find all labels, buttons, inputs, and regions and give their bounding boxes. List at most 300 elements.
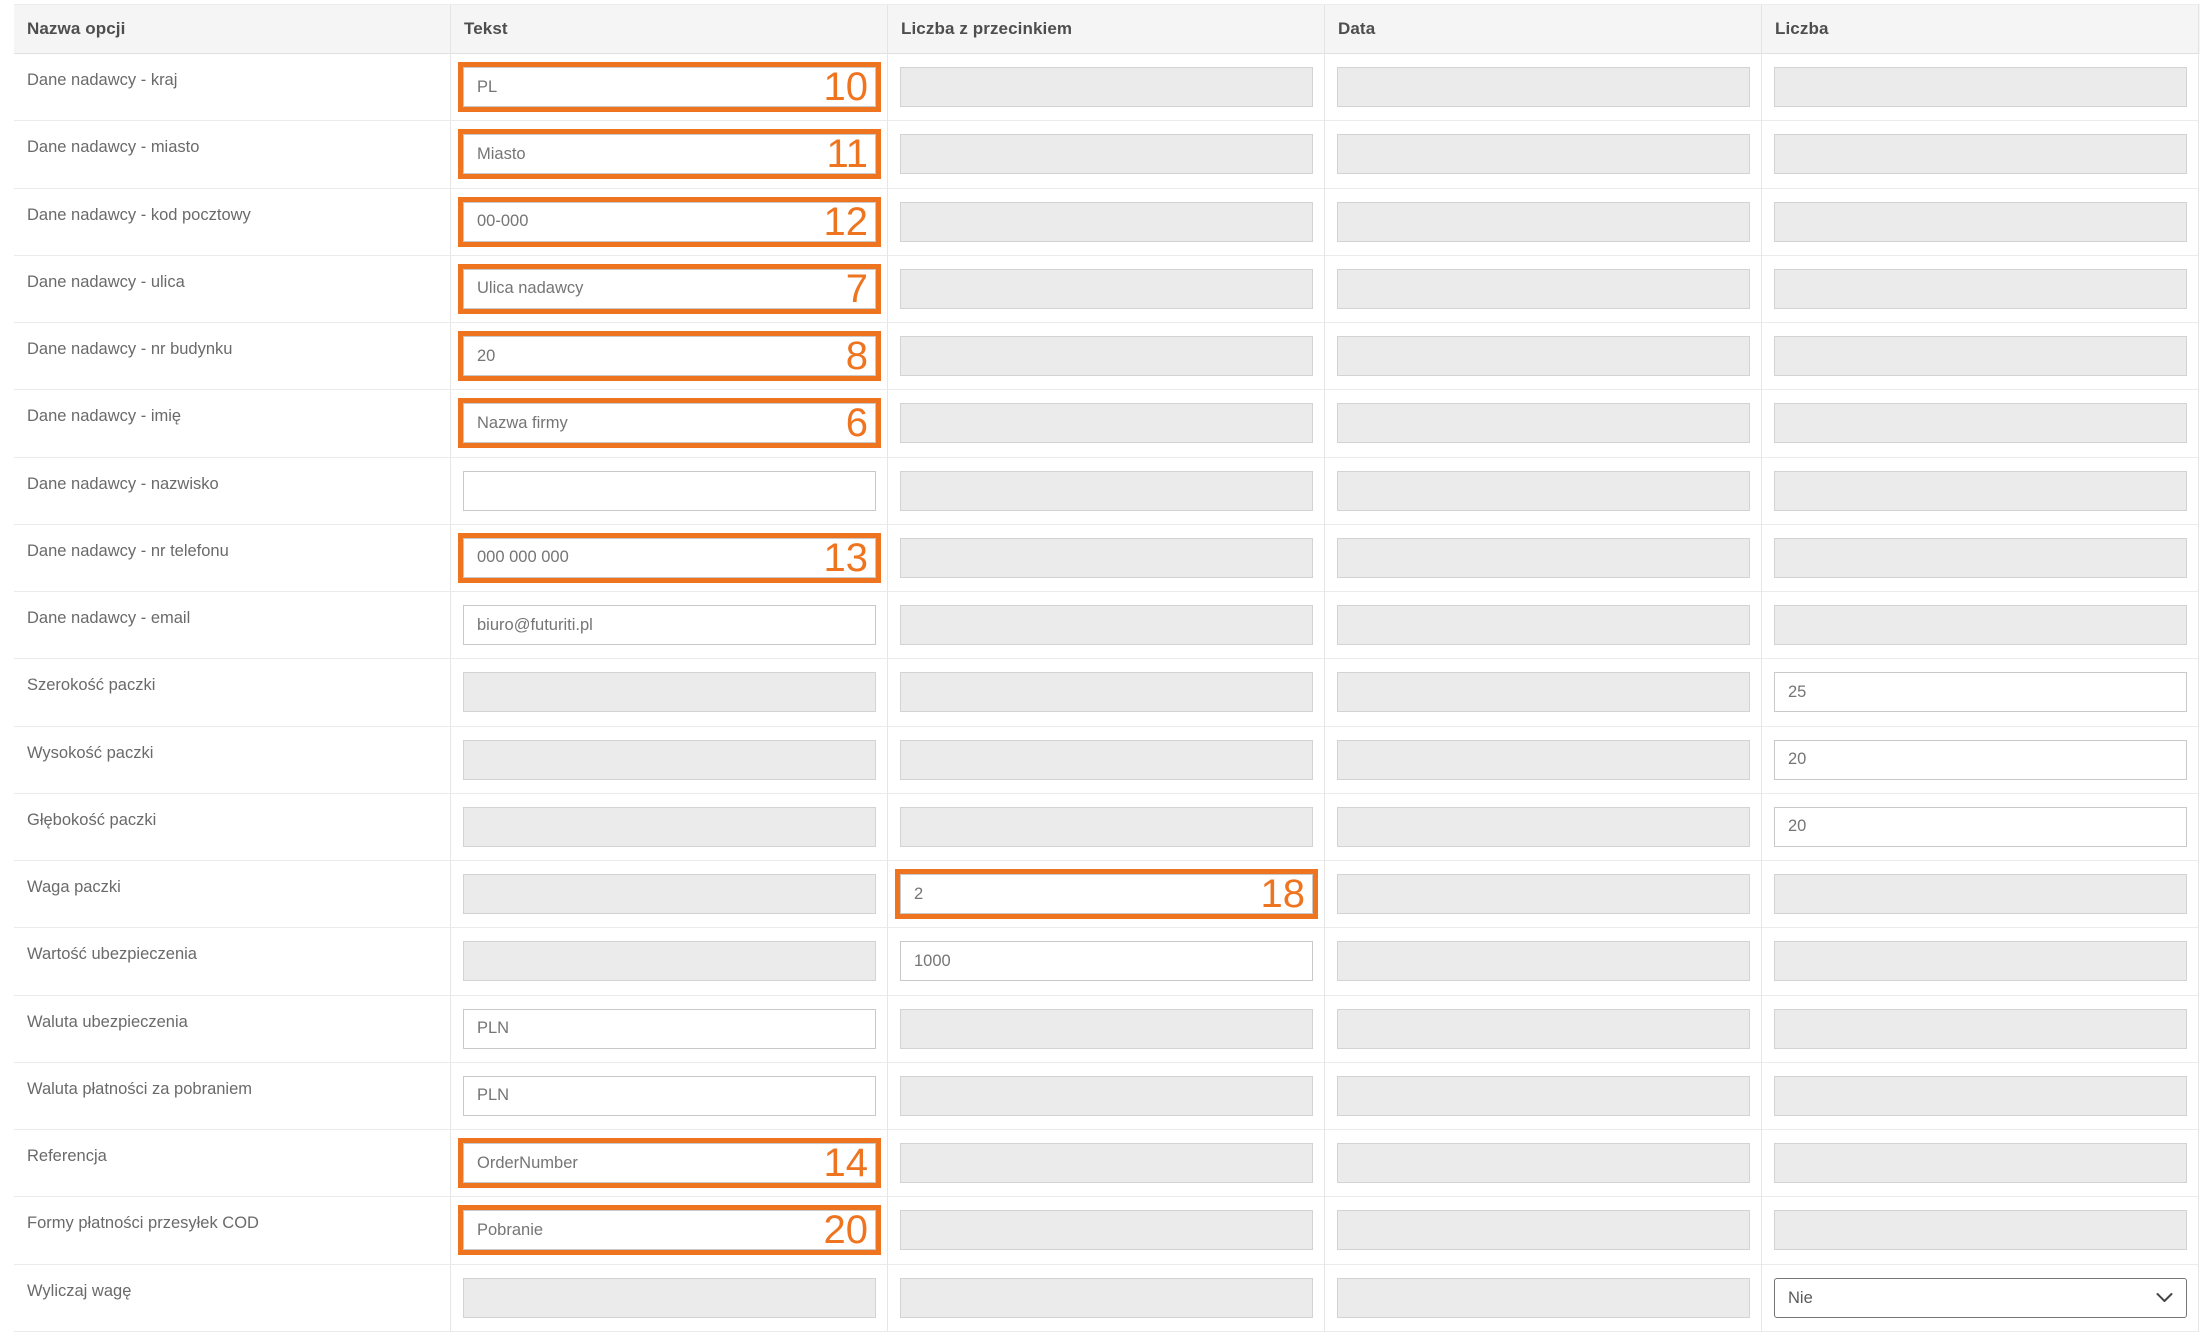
liczba-z-przecinkiem-input [900,403,1313,443]
table-row [14,54,2200,121]
table-header [14,5,2200,54]
tekst-cell [451,525,888,592]
liczba-input [1774,269,2187,309]
tekst-cell [451,727,888,794]
liczba-input[interactable] [1774,807,2187,847]
option-label: Dane nadawcy - nr telefonu [27,541,229,560]
liczba-z-przecinkiem-field-wrap [900,269,1313,309]
data-field-wrap [1337,1210,1750,1250]
liczba-z-przecinkiem-cell [888,256,1325,323]
liczba-z-przecinkiem-cell [888,121,1325,188]
liczba-z-przecinkiem-field-wrap [900,1143,1313,1183]
option-name-cell [14,1063,451,1130]
option-label: Dane nadawcy - miasto [27,138,200,157]
tekst-input[interactable] [463,1208,876,1253]
data-cell [1325,928,1762,995]
liczba-z-przecinkiem-field-wrap [900,336,1313,376]
tekst-input[interactable] [463,334,876,379]
option-label: Dane nadawcy - ulica [27,272,185,291]
liczba-cell [1762,996,2199,1063]
data-field-wrap [1337,134,1750,174]
som-marker-number: 20 [823,1208,868,1253]
tekst-field-wrap [463,535,876,580]
liczba-field-wrap [1774,605,2187,645]
liczba-input [1774,1143,2187,1183]
tekst-cell [451,1130,888,1197]
tekst-cell [451,996,888,1063]
data-cell [1325,727,1762,794]
table-row [14,928,2200,995]
liczba-input [1774,1210,2187,1250]
tekst-cell [451,323,888,390]
liczba-field-wrap [1774,134,2187,174]
option-name-cell [14,189,451,256]
option-name-cell [14,1197,451,1264]
data-input [1337,269,1750,309]
liczba-field-wrap [1774,1210,2187,1250]
data-input [1337,605,1750,645]
liczba-z-przecinkiem-field-wrap [900,134,1313,174]
liczba-cell [1762,1265,2199,1332]
liczba-z-przecinkiem-field-wrap [900,1009,1313,1049]
tekst-field-wrap [463,941,876,981]
option-label: Waluta ubezpieczenia [27,1012,188,1031]
data-field-wrap [1337,336,1750,376]
table-row [14,592,2200,659]
liczba-field-wrap [1774,941,2187,981]
table-row [14,458,2200,525]
table-row [14,727,2200,794]
tekst-field-wrap [463,1141,876,1186]
column-header-data: Data [1325,5,1762,54]
data-cell [1325,1197,1762,1264]
liczba-z-przecinkiem-input[interactable] [900,872,1313,917]
liczba-z-przecinkiem-input [900,336,1313,376]
liczba-cell [1762,794,2199,861]
table-row [14,794,2200,861]
liczba-field-wrap [1774,403,2187,443]
tekst-input [463,1278,876,1318]
data-cell [1325,1265,1762,1332]
data-input [1337,1009,1750,1049]
data-field-wrap [1337,1009,1750,1049]
data-cell [1325,525,1762,592]
tekst-field-wrap [463,874,876,914]
liczba-z-przecinkiem-cell [888,525,1325,592]
data-field-wrap [1337,403,1750,443]
tekst-field-wrap [463,471,876,511]
data-input [1337,471,1750,511]
liczba-z-przecinkiem-field-wrap [900,740,1313,780]
liczba-cell [1762,390,2199,457]
option-name-cell [14,996,451,1063]
liczba-field-wrap [1774,1278,2187,1318]
liczba-z-przecinkiem-field-wrap [900,807,1313,847]
tekst-field-wrap [463,266,876,311]
liczba-cell [1762,861,2199,928]
data-field-wrap [1337,67,1750,107]
tekst-field-wrap [463,334,876,379]
som-marker-number: 7 [845,266,868,311]
liczba-z-przecinkiem-cell [888,592,1325,659]
liczba-z-przecinkiem-field-wrap [900,202,1313,242]
option-name-cell [14,54,451,121]
liczba-z-przecinkiem-field-wrap [900,1278,1313,1318]
tekst-cell [451,592,888,659]
data-cell [1325,592,1762,659]
liczba-field-wrap [1774,1143,2187,1183]
option-label: Referencja [27,1147,107,1165]
liczba-z-przecinkiem-field-wrap [900,1076,1313,1116]
table-row [14,525,2200,592]
data-input [1337,874,1750,914]
liczba-cell [1762,189,2199,256]
tekst-cell [451,861,888,928]
liczba-z-przecinkiem-field-wrap [900,67,1313,107]
liczba-z-przecinkiem-input [900,1009,1313,1049]
liczba-input [1774,941,2187,981]
option-name-cell [14,727,451,794]
liczba-cell [1762,323,2199,390]
liczba-cell [1762,1197,2199,1264]
tekst-field-wrap [463,672,876,712]
liczba-z-przecinkiem-input [900,1278,1313,1318]
data-field-wrap [1337,672,1750,712]
liczba-z-przecinkiem-input [900,672,1313,712]
liczba-input [1774,336,2187,376]
option-name-cell [14,525,451,592]
table-row [14,1265,2200,1332]
option-name-cell [14,390,451,457]
liczba-field-wrap [1774,672,2187,712]
data-field-wrap [1337,1143,1750,1183]
tekst-cell [451,928,888,995]
tekst-field-wrap [463,1009,876,1049]
tekst-field-wrap [463,401,876,446]
tekst-input[interactable] [463,605,876,645]
liczba-z-przecinkiem-input [900,1143,1313,1183]
option-label: Wartość ubezpieczenia [27,945,197,964]
liczba-input[interactable] [1774,672,2187,712]
option-name-cell [14,121,451,188]
data-cell [1325,54,1762,121]
liczba-field-wrap [1774,67,2187,107]
liczba-input [1774,403,2187,443]
tekst-input [463,740,876,780]
tekst-cell [451,1265,888,1332]
data-input [1337,538,1750,578]
liczba-z-przecinkiem-input [900,134,1313,174]
liczba-field-wrap [1774,807,2187,847]
tekst-cell [451,256,888,323]
liczba-z-przecinkiem-input [900,67,1313,107]
data-input [1337,672,1750,712]
option-name-cell [14,928,451,995]
liczba-field-wrap [1774,874,2187,914]
liczba-z-przecinkiem-cell [888,1265,1325,1332]
option-label: Szerokość paczki [27,676,156,695]
tekst-cell [451,794,888,861]
liczba-cell [1762,592,2199,659]
data-input [1337,67,1750,107]
liczba-z-przecinkiem-cell [888,659,1325,726]
tekst-field-wrap [463,1208,876,1253]
liczba-z-przecinkiem-input [900,1210,1313,1250]
table-row [14,189,2200,256]
liczba-z-przecinkiem-input [900,807,1313,847]
som-marker-number: 11 [826,132,868,177]
liczba-cell [1762,928,2199,995]
option-name-cell [14,861,451,928]
tekst-field-wrap [463,199,876,244]
liczba-z-przecinkiem-field-wrap [900,538,1313,578]
liczba-z-przecinkiem-cell [888,1063,1325,1130]
tekst-input[interactable] [463,1009,876,1049]
option-name-cell [14,1130,451,1197]
liczba-input [1774,202,2187,242]
liczba-input [1774,874,2187,914]
option-name-cell [14,323,451,390]
som-marker-number: 18 [1260,872,1305,917]
option-name-cell [14,659,451,726]
column-header-liczba-z-przecinkiem: Liczba z przecinkiem [888,5,1325,54]
liczba-z-przecinkiem-field-wrap [900,471,1313,511]
table-row [14,256,2200,323]
data-field-wrap [1337,202,1750,242]
table-row [14,390,2200,457]
tekst-input[interactable] [463,535,876,580]
liczba-input [1774,538,2187,578]
tekst-cell [451,189,888,256]
tekst-input [463,807,876,847]
som-marker-number: 13 [823,535,868,580]
option-label: Dane nadawcy - imię [27,407,182,426]
liczba-cell [1762,1130,2199,1197]
tekst-input[interactable] [463,65,876,110]
liczba-cell [1762,458,2199,525]
table-row [14,121,2200,188]
data-cell [1325,458,1762,525]
tekst-field-wrap [463,807,876,847]
liczba-field-wrap [1774,1009,2187,1049]
option-label: Waga paczki [27,878,121,896]
option-label: Dane nadawcy - email [27,609,191,627]
tekst-field-wrap [463,740,876,780]
data-input [1337,1143,1750,1183]
table-row [14,1197,2200,1264]
tekst-cell [451,1063,888,1130]
liczba-input [1774,605,2187,645]
option-label: Waluta płatności za pobraniem [27,1079,253,1098]
som-marker-number: 6 [845,401,868,446]
data-field-wrap [1337,605,1750,645]
data-cell [1325,861,1762,928]
liczba-field-wrap [1774,538,2187,578]
liczba-input [1774,1076,2187,1116]
table-row [14,323,2200,390]
liczba-z-przecinkiem-field-wrap [900,872,1313,917]
tekst-input[interactable] [463,199,876,244]
liczba-z-przecinkiem-field-wrap [900,1210,1313,1250]
data-cell [1325,794,1762,861]
option-label: Wysokość paczki [27,743,154,762]
data-input [1337,1076,1750,1116]
option-label: Dane nadawcy - nazwisko [27,474,219,493]
column-header-tekst: Tekst [451,5,888,54]
option-label: Formy płatności przesyłek COD [27,1214,259,1233]
liczba-z-przecinkiem-input [900,740,1313,780]
som-marker-number: 8 [845,334,868,379]
data-input [1337,1210,1750,1250]
option-name-cell [14,458,451,525]
som-marker-number: 10 [823,65,868,110]
liczba-cell [1762,54,2199,121]
option-name-cell [14,794,451,861]
data-cell [1325,1130,1762,1197]
liczba-input [1774,134,2187,174]
liczba-z-przecinkiem-field-wrap [900,605,1313,645]
liczba-z-przecinkiem-field-wrap [900,941,1313,981]
liczba-input [1774,1009,2187,1049]
data-input [1337,1278,1750,1318]
data-field-wrap [1337,941,1750,981]
liczba-z-przecinkiem-cell [888,794,1325,861]
liczba-cell [1762,727,2199,794]
data-input [1337,807,1750,847]
som-marker-number: 12 [823,199,868,244]
liczba-input [1774,67,2187,107]
table-row [14,1130,2200,1197]
table-row [14,996,2200,1063]
option-label: Dane nadawcy - nr budynku [27,340,233,358]
liczba-z-przecinkiem-input[interactable] [900,941,1313,981]
option-label: Głębokość paczki [27,810,157,829]
option-name-cell [14,592,451,659]
liczba-input [1774,471,2187,511]
liczba-z-przecinkiem-cell [888,1130,1325,1197]
tekst-cell [451,54,888,121]
tekst-field-wrap [463,1076,876,1116]
tekst-cell [451,1197,888,1264]
liczba-field-wrap [1774,740,2187,780]
data-field-wrap [1337,1076,1750,1116]
liczba-z-przecinkiem-cell [888,458,1325,525]
liczba-z-przecinkiem-input [900,269,1313,309]
tekst-input [463,941,876,981]
liczba-z-przecinkiem-field-wrap [900,672,1313,712]
liczba-input[interactable] [1774,740,2187,780]
option-label: Wyliczaj wagę [27,1281,132,1300]
tekst-input[interactable] [463,401,876,446]
liczba-z-przecinkiem-cell [888,189,1325,256]
data-input [1337,740,1750,780]
liczba-field-wrap [1774,1076,2187,1116]
liczba-cell [1762,1063,2199,1130]
data-cell [1325,189,1762,256]
data-cell [1325,390,1762,457]
tekst-field-wrap [463,132,876,177]
data-field-wrap [1337,874,1750,914]
liczba-z-przecinkiem-cell [888,54,1325,121]
tekst-cell [451,121,888,188]
table-row [14,1063,2200,1130]
data-input [1337,202,1750,242]
liczba-z-przecinkiem-input [900,538,1313,578]
data-cell [1325,121,1762,188]
tekst-input [463,874,876,914]
liczba-z-przecinkiem-cell [888,996,1325,1063]
data-input [1337,941,1750,981]
liczba-field-wrap [1774,471,2187,511]
liczba-z-przecinkiem-input [900,471,1313,511]
option-label: Dane nadawcy - kraj [27,71,178,89]
data-input [1337,336,1750,376]
liczba-z-przecinkiem-cell [888,861,1325,928]
data-input [1337,403,1750,443]
data-field-wrap [1337,471,1750,511]
data-input [1337,134,1750,174]
data-cell [1325,323,1762,390]
data-cell [1325,996,1762,1063]
table-row [14,861,2200,928]
liczba-cell [1762,659,2199,726]
data-cell [1325,256,1762,323]
data-field-wrap [1337,807,1750,847]
option-name-cell [14,1265,451,1332]
tekst-field-wrap [463,1278,876,1318]
som-marker-number: 14 [823,1141,868,1186]
liczba-z-przecinkiem-input [900,605,1313,645]
tekst-field-wrap [463,65,876,110]
data-cell [1325,1063,1762,1130]
options-table [14,4,2200,1332]
liczba-z-przecinkiem-cell [888,928,1325,995]
liczba-z-przecinkiem-cell [888,323,1325,390]
liczba-cell [1762,525,2199,592]
tekst-input[interactable] [463,266,876,311]
tekst-cell [451,659,888,726]
tekst-input[interactable] [463,1141,876,1186]
tekst-input[interactable] [463,1076,876,1116]
liczba-z-przecinkiem-input [900,1076,1313,1116]
data-field-wrap [1337,740,1750,780]
table-body [14,54,2200,1332]
liczba-z-przecinkiem-cell [888,390,1325,457]
liczba-field-wrap [1774,202,2187,242]
tekst-cell [451,458,888,525]
tekst-input[interactable] [463,471,876,511]
option-name-cell [14,256,451,323]
tekst-field-wrap [463,605,876,645]
liczba-field-wrap [1774,269,2187,309]
tekst-cell [451,390,888,457]
tekst-input [463,672,876,712]
table-row [14,659,2200,726]
column-header-nazwa-opcji: Nazwa opcji [14,5,451,54]
data-field-wrap [1337,538,1750,578]
liczba-z-przecinkiem-field-wrap [900,403,1313,443]
data-field-wrap [1337,269,1750,309]
liczba-z-przecinkiem-cell [888,1197,1325,1264]
tekst-input[interactable] [463,132,876,177]
liczba-select[interactable] [1774,1278,2187,1318]
data-field-wrap [1337,1278,1750,1318]
data-cell [1325,659,1762,726]
liczba-field-wrap [1774,336,2187,376]
liczba-z-przecinkiem-cell [888,727,1325,794]
column-header-liczba: Liczba [1762,5,2199,54]
option-label: Dane nadawcy - kod pocztowy [27,205,251,224]
